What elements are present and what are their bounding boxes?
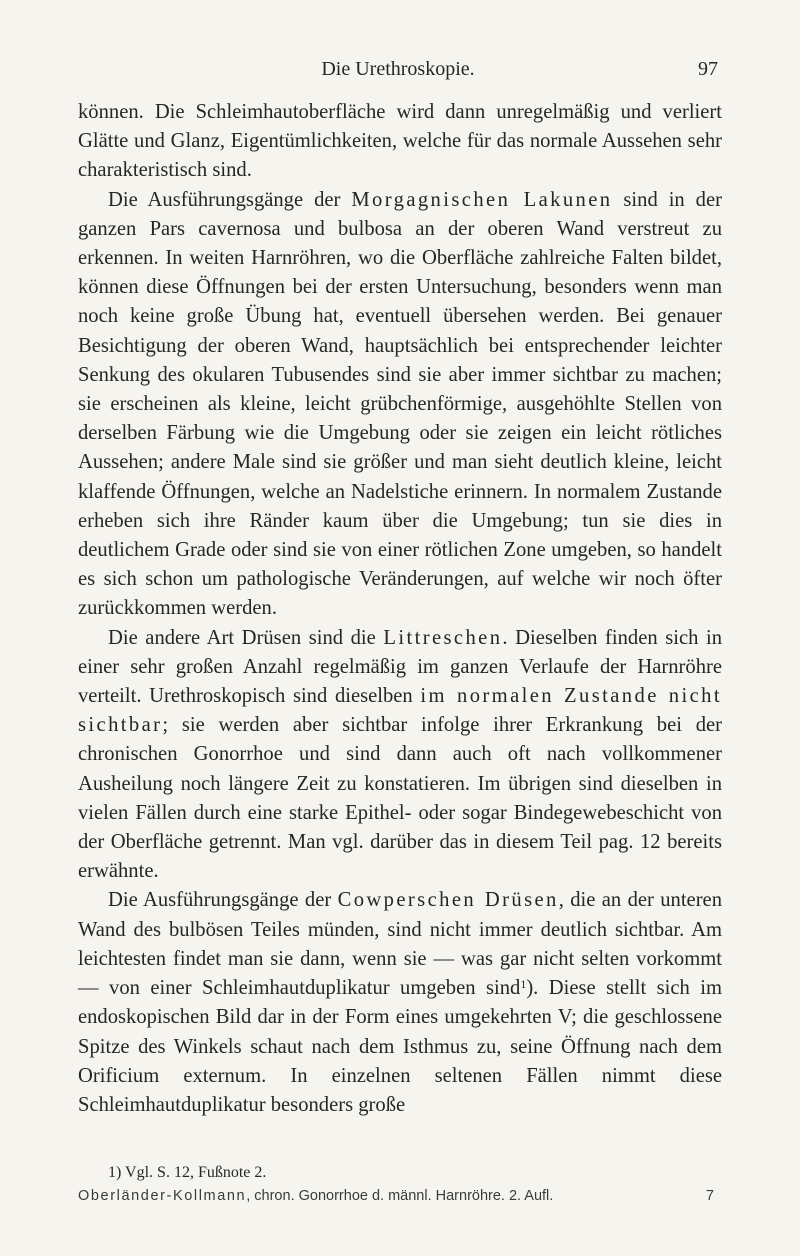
paragraph-3-middle: . Dieselben finden sich in einer sehr großen Anzahl regelmäßig im ganzen Verlaufe der Harnröhre verteilt. Urethroskopisch sind dieselben — [78, 626, 723, 708]
spaced-term-littre: Littreschen — [383, 626, 503, 649]
paragraph-1 — [78, 98, 722, 186]
paragraph-1-text: können. Die Schleimhautoberfläche wird dann unregelmäßig und verliert Glätte und Glanz, Eigentümlichkeiten, welche für das normale Aussehen sehr charakteristisch sind. — [78, 101, 722, 182]
paragraph-3 — [78, 624, 722, 887]
imprint-text: , chron. Gonorrhoe d. männl. Harnröhre. 2. Aufl. — [246, 1188, 554, 1204]
spaced-emphasis-normal-state: im normalen Zustande nicht sichtbar — [78, 685, 722, 737]
spaced-term-morgagni: Morgagnischen Lakunen — [351, 188, 613, 211]
paragraph-2-rest: sind in der ganzen Pars cavernosa und bulbosa an der oberen Wand verstreut zu erkennen. In weiten Harnröhren, wo die Oberfläche zahlreiche Falten bildet, können diese Öffnungen bei der ersten Untersuchung, besonders wenn man noch keine große Übung hat, eventuell übersehen werden. Bei genauer Besichtigung der oberen Wand, hauptsächlich bei entsprechender leichter Senkung des okularen Tubusendes sind sie aber immer sichtbar zu machen; sie erscheinen als kleine, leicht grübchenförmige, ausgehöhlte Stellen von derselben Färbung wie die Umgebung oder sie zeigen ein leicht rötliches Aussehen; andere Male sind sie größer und man sieht deutlich kleine, leicht klaffende Öffnungen, welche an Nadelstiche erinnern. In normalem Zustande erheben sich ihre Ränder kaum über die Umgebung; tun sie dies in deutlichem Grade oder sind sie von einer rötlichen Zone umgeben, so handelt es sich schon um pathologische Veränderungen, auf welche wir noch öfter zurückkommen werden. — [78, 188, 722, 620]
paragraph-2 — [78, 186, 722, 624]
running-header — [78, 58, 718, 88]
main-text — [78, 98, 722, 1120]
sheet-signature: 7 — [705, 1188, 714, 1204]
paragraph-2-start: Die Ausführungsgänge der — [108, 188, 352, 211]
imprint-line — [78, 1185, 722, 1207]
footnote-marker: 1 — [520, 977, 527, 992]
paragraph-4 — [78, 886, 722, 1120]
paragraph-3-rest: ; sie werden aber sichtbar infolge ihrer Erkrankung bei der chronischen Gonorrhoe und sind dann auch oft nach vollkommener Ausheilung noch längere Zeit zu konstatieren. Im übrigen sind dieselben in vielen Fällen durch eine starke Epithel- oder sogar Bindegewebeschicht von der Oberfläche getrennt. Man vgl. darüber das in diesem Teil pag. 12 bereits erwähnte. — [78, 714, 722, 883]
footnote-area — [78, 1161, 722, 1207]
paragraph-3-start: Die andere Art Drüsen sind die — [108, 626, 384, 649]
paragraph-4-start: Die Ausführungsgänge der — [108, 889, 338, 912]
paragraph-4-middle: , die an der unteren Wand des bulbösen Teiles münden, sind nicht immer deutlich sichtbar. Am leichtesten findet man sie dann, wenn sie — was gar nicht selten vorkommt — von einer Schleimhautduplikatur umgeben sind — [78, 889, 722, 1000]
imprint-publisher: Oberländer-Kollmann — [78, 1188, 247, 1204]
footnote-1: 1) Vgl. S. 12, Fußnote 2. — [108, 1164, 267, 1181]
running-title: Die Urethroskopie. — [321, 58, 475, 80]
paragraph-4-rest: ). Diese stellt sich im endoskopischen Bild dar in der Form eines umgekehrten V; die geschlossene Spitze des Winkels schaut nach dem Isthmus zu, seine Öffnung nach dem Orificium externum. In einzelnen seltenen Fällen nimmt diese Schleimhautduplikatur besonders große — [78, 977, 722, 1116]
spaced-term-cowper: Cowperschen Drüsen — [337, 889, 559, 912]
page-number: 97 — [698, 58, 718, 80]
